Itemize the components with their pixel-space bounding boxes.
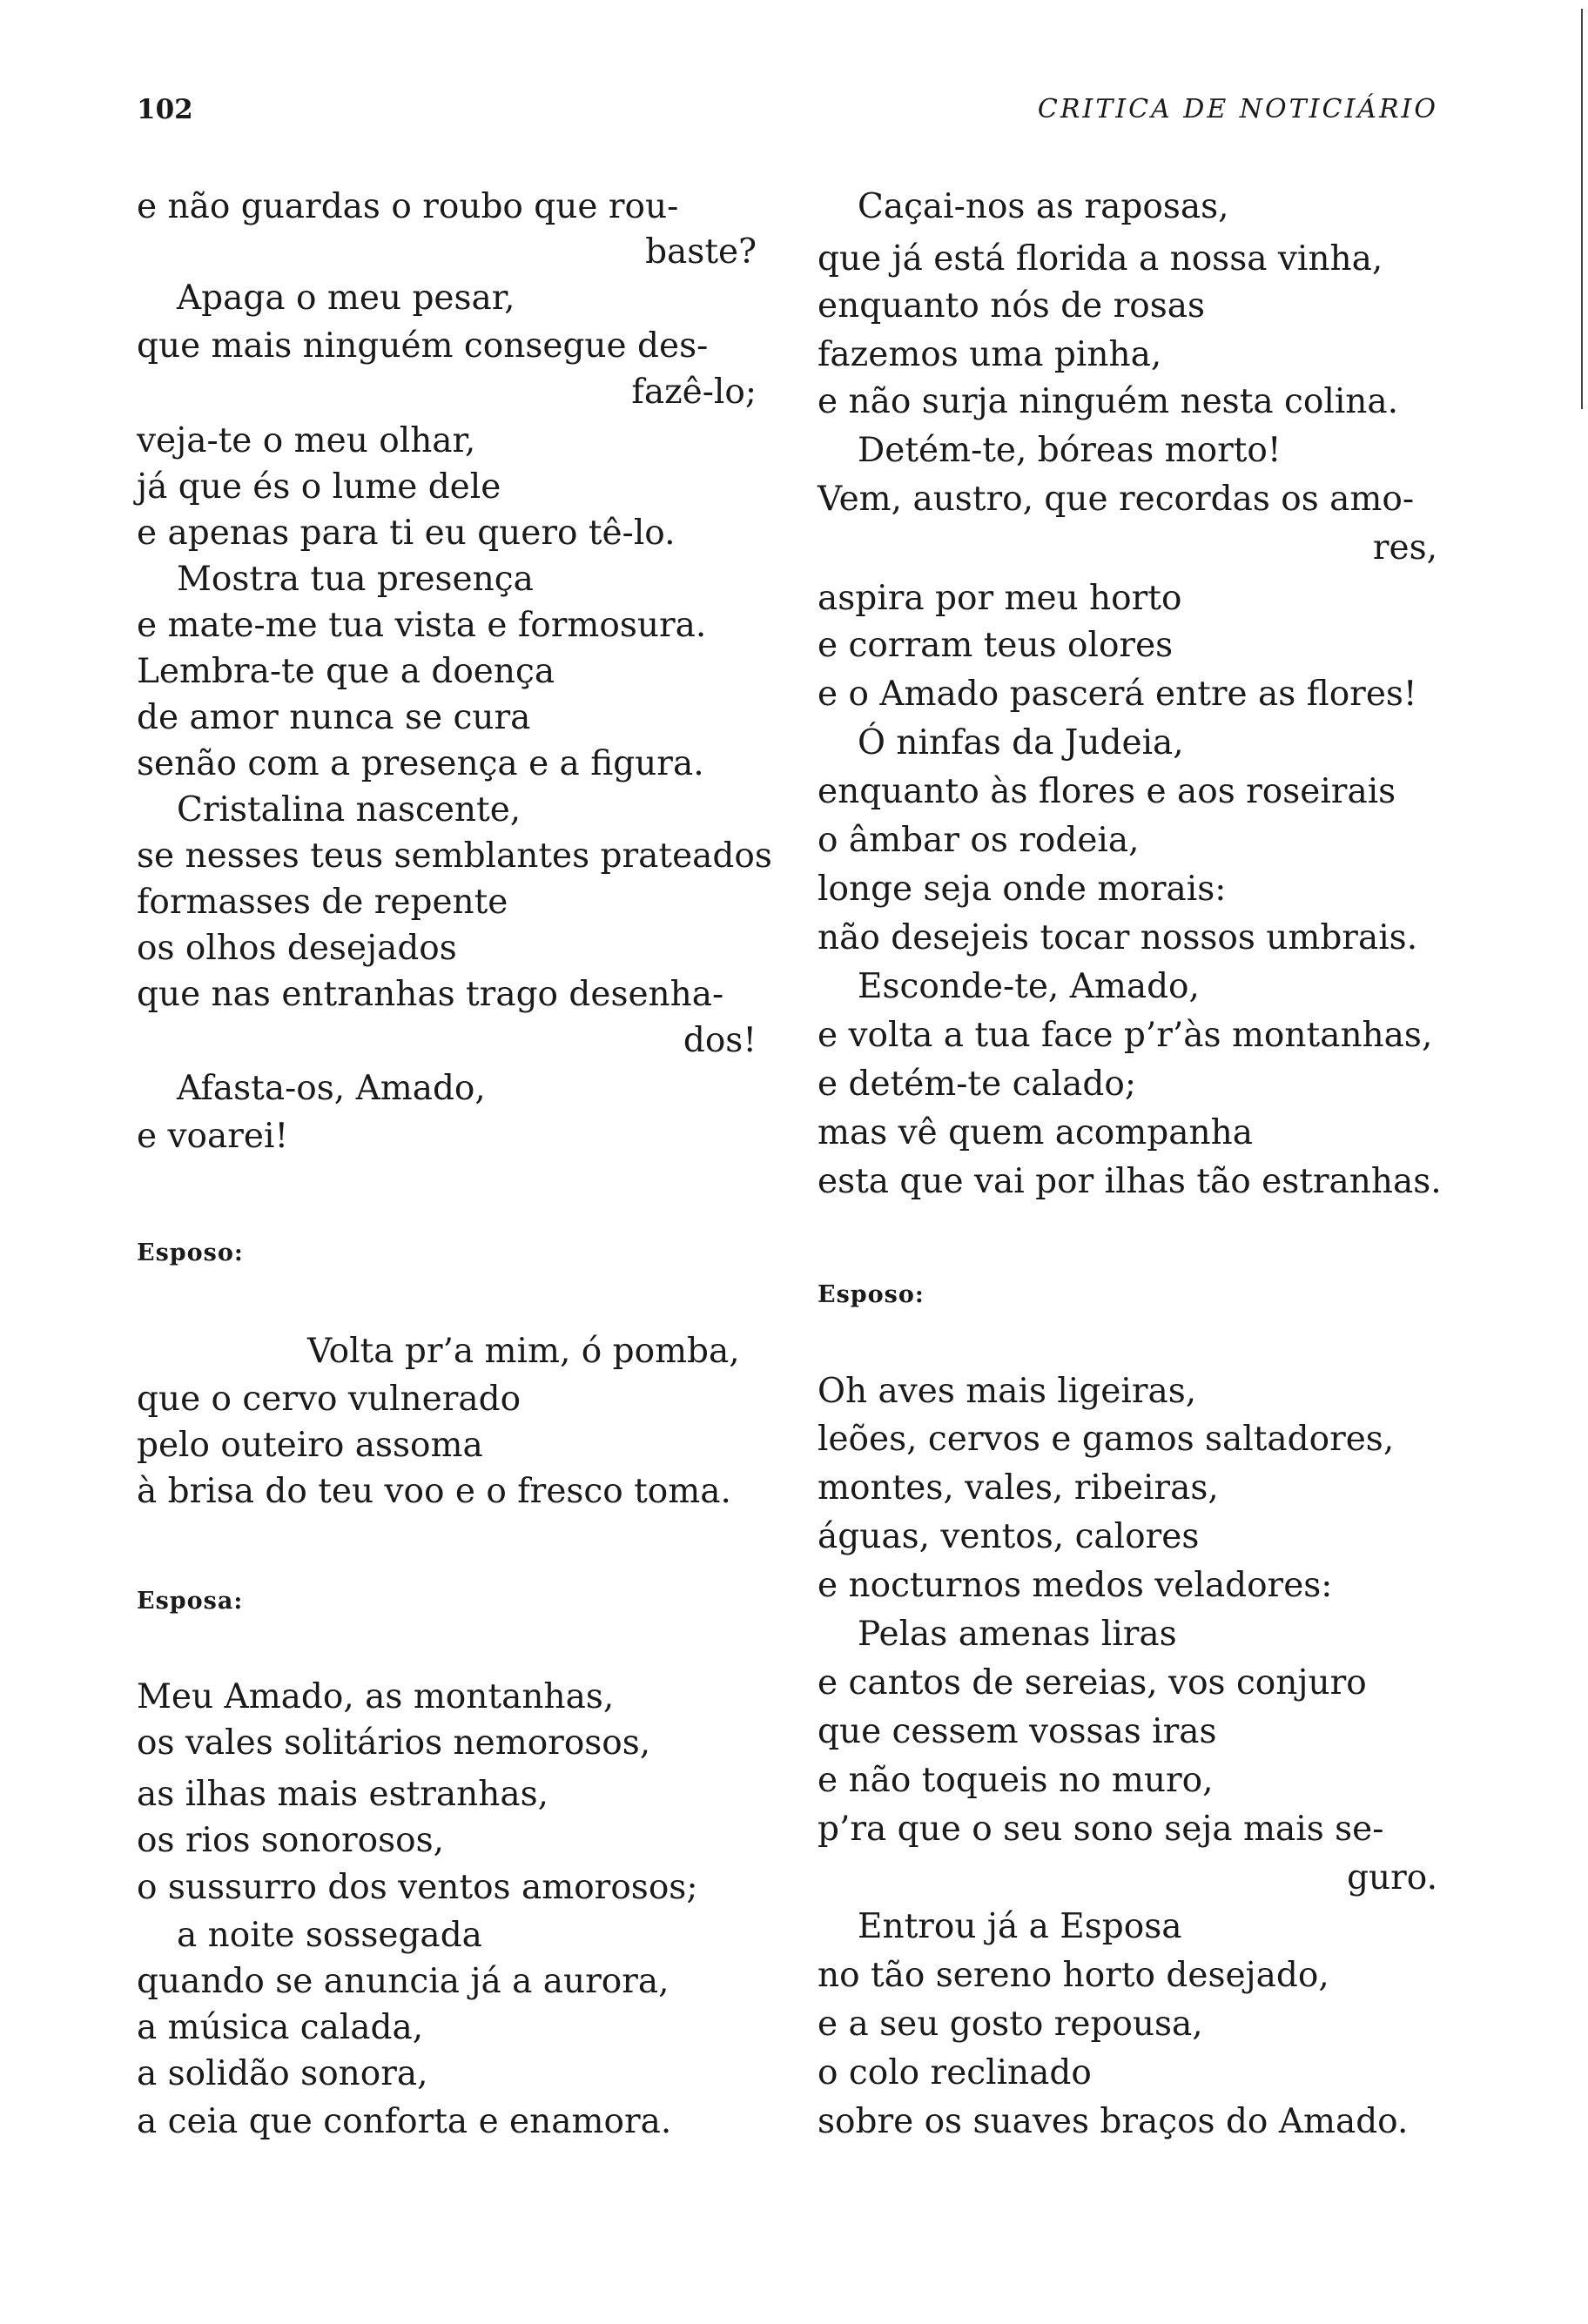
verse-line: enquanto às flores e aos roseirais <box>818 772 1396 811</box>
verse-line: e corram teus olores <box>818 626 1174 665</box>
verse-line: os vales solitários nemorosos, <box>137 1723 651 1763</box>
verse-line: as ilhas mais estranhas, <box>137 1775 549 1814</box>
verse-line: o colo reclinado <box>818 2053 1092 2092</box>
running-title: CRITICA DE NOTICIÁRIO <box>1037 94 1438 124</box>
verse-line: montes, vales, ribeiras, <box>818 1468 1219 1508</box>
verse-line: e a seu gosto repousa, <box>818 2005 1203 2044</box>
verse-line: Lembra-te que a doença <box>137 652 555 691</box>
verse-line: Detém-te, bóreas morto! <box>858 431 1282 470</box>
verse-line: guro. <box>1347 1858 1437 1897</box>
speaker-label: Esposa: <box>137 1588 244 1615</box>
verse-line: a noite sossegada <box>177 1916 482 1955</box>
verse-line: que já está florida a nossa vinha, <box>818 239 1383 279</box>
verse-line: esta que vai por ilhas tão estranhas. <box>818 1162 1442 1201</box>
verse-line: a solidão sonora, <box>137 2054 428 2093</box>
verse-line: e detém-te calado; <box>818 1065 1136 1104</box>
verse-line: sobre os suaves braços do Amado. <box>818 2102 1409 2141</box>
page-number: 102 <box>137 94 193 125</box>
verse-line: o âmbar os rodeia, <box>818 821 1140 860</box>
verse-line: veja-te o meu olhar, <box>137 421 476 460</box>
verse-line: os olhos desejados <box>137 929 457 968</box>
verse-line: res, <box>1372 528 1437 568</box>
verse-line: que o cervo vulnerado <box>137 1380 521 1419</box>
verse-line: leões, cervos e gamos saltadores, <box>818 1420 1395 1459</box>
verse-line: águas, ventos, calores <box>818 1517 1200 1556</box>
verse-line: quando se anuncia já a aurora, <box>137 1962 670 2001</box>
verse-line: fazemos uma pinha, <box>818 335 1162 374</box>
scan-edge-line <box>1581 9 1583 409</box>
verse-line: Meu Amado, as montanhas, <box>137 1677 615 1716</box>
verse-line: se nesses teus semblantes prateados <box>137 836 772 876</box>
verse-line: Mostra tua presença <box>177 560 534 599</box>
verse-line: à brisa do teu voo e o fresco toma. <box>137 1472 731 1511</box>
verse-line: que nas entranhas trago desenha- <box>137 975 724 1014</box>
verse-line: e não toqueis no muro, <box>818 1761 1214 1800</box>
verse-line: e não surja ninguém nesta colina. <box>818 382 1399 421</box>
verse-line: Esconde-te, Amado, <box>858 967 1200 1006</box>
verse-line: aspira por meu horto <box>818 579 1182 618</box>
verse-line: baste? <box>645 232 757 272</box>
verse-line: e volta a tua face p’r’às montanhas, <box>818 1016 1433 1055</box>
verse-line: a ceia que conforta e enamora. <box>137 2102 672 2141</box>
verse-line: que cessem vossas iras <box>818 1712 1217 1751</box>
verse-line: Cristalina nascente, <box>177 790 521 830</box>
verse-line: senão com a presença e a figura. <box>137 744 704 783</box>
verse-line: e apenas para ti eu quero tê-lo. <box>137 514 676 553</box>
speaker-label: Esposo: <box>818 1281 925 1308</box>
verse-line: Vem, austro, que recordas os amo- <box>818 480 1415 519</box>
verse-line: Caçai-nos as raposas, <box>858 187 1229 226</box>
speaker-label: Esposo: <box>137 1239 244 1266</box>
verse-line: que mais ninguém consegue des- <box>137 326 709 366</box>
verse-line: Volta pr’a mim, ó pomba, <box>307 1332 740 1371</box>
verse-line: e nocturnos medos veladores: <box>818 1566 1333 1605</box>
verse-line: o sussurro dos ventos amorosos; <box>137 1868 698 1907</box>
verse-line: a música calada, <box>137 2008 424 2047</box>
verse-line: Afasta-os, Amado, <box>177 1069 486 1108</box>
verse-line: já que és o lume dele <box>137 467 501 507</box>
verse-line: e cantos de sereias, vos conjuro <box>818 1663 1367 1703</box>
verse-line: de amor nunca se cura <box>137 698 531 737</box>
verse-line: fazê-lo; <box>631 373 757 412</box>
verse-line: formasses de repente <box>137 883 508 922</box>
verse-line: e voarei! <box>137 1117 289 1156</box>
verse-line: dos! <box>683 1021 757 1060</box>
verse-line: no tão sereno horto desejado, <box>818 1956 1329 1995</box>
verse-line: enquanto nós de rosas <box>818 286 1206 326</box>
verse-line: Apaga o meu pesar, <box>177 279 515 318</box>
verse-line: longe seja onde morais: <box>818 870 1227 909</box>
verse-line: e não guardas o roubo que rou- <box>137 187 679 226</box>
verse-line: p’ra que o seu sono seja mais se- <box>818 1810 1384 1849</box>
verse-line: Pelas amenas liras <box>858 1615 1177 1654</box>
verse-line: Oh aves mais ligeiras, <box>818 1372 1197 1411</box>
verse-line: Ó ninfas da Judeia, <box>858 723 1184 762</box>
verse-line: pelo outeiro assoma <box>137 1426 483 1465</box>
verse-line: os rios sonorosos, <box>137 1821 445 1860</box>
verse-line: e mate-me tua vista e formosura. <box>137 606 707 645</box>
verse-line: Entrou já a Esposa <box>858 1907 1182 1946</box>
verse-line: não desejeis tocar nossos umbrais. <box>818 918 1418 957</box>
verse-line: mas vê quem acompanha <box>818 1113 1253 1152</box>
verse-line: e o Amado pascerá entre as flores! <box>818 675 1417 714</box>
